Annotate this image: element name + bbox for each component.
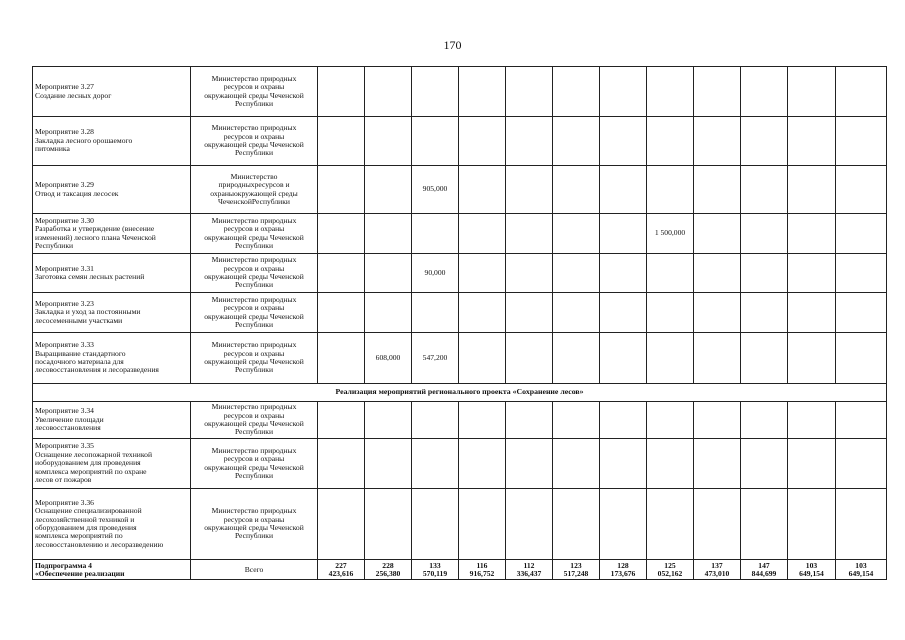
value-cell (694, 333, 741, 384)
cell-line: 649,154 (848, 568, 874, 578)
value-cell (553, 293, 600, 333)
cell-line: лесов от пожаров (35, 475, 92, 485)
cell-line: 123 (570, 560, 582, 570)
value-cell (318, 489, 365, 560)
cell-line: 116 (476, 560, 488, 570)
cell-line: ресурсов и охраны (223, 303, 285, 313)
measure-name (33, 402, 191, 439)
cell-line: окружающей среды Чеченской (204, 419, 304, 428)
cell-line: изменений) лесного плана Чеченской (35, 232, 156, 242)
value-cell (788, 214, 836, 254)
cell-line: Республики (234, 98, 274, 108)
value-cell (600, 67, 647, 117)
cell-line: Министерство природных (211, 402, 297, 412)
cell-line: Мероприятие 3.23 (35, 298, 94, 308)
executor (191, 117, 318, 166)
value-cell (647, 166, 694, 214)
executor (191, 439, 318, 489)
value-cell (318, 117, 365, 166)
measure-name (33, 293, 191, 333)
cell-line: Республики (234, 365, 274, 375)
value-cell (365, 293, 412, 333)
section-title: Реализация мероприятий регионального проекта «Сохранение лесов» (33, 384, 887, 402)
value-cell (459, 214, 506, 254)
value-cell (647, 293, 694, 333)
cell-line: Министерство природных (211, 255, 297, 265)
value-cell (741, 67, 788, 117)
executor (191, 67, 318, 117)
executor (191, 166, 318, 214)
cell-line: ресурсов и охраны (223, 514, 285, 524)
value-cell (600, 439, 647, 489)
cell-line: Отвод и таксация лесосек (35, 188, 119, 198)
cell-line: Мероприятие 3.31 (35, 263, 94, 273)
value-cell (694, 293, 741, 333)
cell-line: 227 (335, 560, 347, 570)
value-cell (600, 293, 647, 333)
value-cell (741, 254, 788, 293)
value-cell (788, 254, 836, 293)
cell-line: 336,437 (516, 568, 542, 578)
measure-name (33, 489, 191, 560)
total-value (694, 560, 741, 580)
value-cell (694, 402, 741, 439)
cell-line: ресурсов и охраны (223, 410, 285, 420)
value-cell (741, 489, 788, 560)
value-cell: 905,000 (412, 166, 459, 214)
value-cell (459, 254, 506, 293)
cell-line: 256,380 (375, 568, 401, 578)
cell-line: комплекса мероприятий по (35, 531, 123, 541)
cell-line: окружающей среды Чеченской (204, 357, 304, 366)
value-cell (553, 117, 600, 166)
total-value (600, 560, 647, 580)
cell-line: комплекса мероприятий по охране (35, 466, 147, 476)
value-cell (553, 489, 600, 560)
value-cell (506, 333, 553, 384)
value-cell (836, 214, 887, 254)
value-cell (459, 117, 506, 166)
cell-line: Республики (234, 427, 274, 437)
measure-name (33, 254, 191, 293)
cell-line: 103 (855, 560, 867, 570)
value-cell (412, 67, 459, 117)
value-cell (600, 166, 647, 214)
cell-line: 473,010 (704, 568, 730, 578)
value-cell (459, 293, 506, 333)
cell-line: Республики (234, 148, 274, 158)
value-cell (600, 489, 647, 560)
cell-line: ресурсов и охраны (223, 263, 285, 273)
measure-name (33, 67, 191, 117)
cell-line: «Обеспечение реализации (35, 568, 125, 578)
value-cell (553, 214, 600, 254)
table-row (33, 254, 887, 293)
measure-name (33, 117, 191, 166)
value-cell (788, 67, 836, 117)
total-value (788, 560, 836, 580)
table-row (33, 402, 887, 439)
cell-line: 517,248 (563, 568, 589, 578)
table-row (33, 439, 887, 489)
value-cell (694, 489, 741, 560)
value-cell (553, 254, 600, 293)
cell-line: лесовосстановления и лесоразведения (35, 365, 159, 375)
value-cell (600, 117, 647, 166)
value-cell (553, 166, 600, 214)
value-cell (553, 333, 600, 384)
total-label: Всего (191, 560, 318, 580)
value-cell (365, 67, 412, 117)
total-value (836, 560, 887, 580)
cell-line: 137 (711, 560, 723, 570)
cell-line: Подпрограмма 4 (35, 560, 92, 570)
value-cell (553, 402, 600, 439)
cell-line: ресурсов и охраны (223, 454, 285, 464)
value-cell (647, 333, 694, 384)
value-cell (459, 67, 506, 117)
value-cell (788, 333, 836, 384)
budget-table (32, 66, 887, 580)
cell-line: 916,752 (469, 568, 495, 578)
cell-line: Оснащение лесопожарной техникой (35, 449, 153, 459)
value-cell (647, 67, 694, 117)
cell-line: окружающей среды Чеченской (204, 140, 304, 149)
table-row (33, 214, 887, 254)
value-cell (836, 293, 887, 333)
measure-name (33, 166, 191, 214)
value-cell (365, 402, 412, 439)
total-value (506, 560, 553, 580)
cell-line: окружающей среды Чеченской (204, 462, 304, 472)
cell-line: 570,119 (422, 568, 448, 578)
total-value (365, 560, 412, 580)
value-cell (694, 117, 741, 166)
cell-line: 103 (805, 560, 818, 570)
value-cell (459, 166, 506, 214)
total-value (318, 560, 365, 580)
value-cell: 547,200 (412, 333, 459, 384)
value-cell (788, 293, 836, 333)
executor (191, 214, 318, 254)
table-row (33, 489, 887, 560)
value-cell (694, 166, 741, 214)
cell-line: лесовосстановления (35, 423, 101, 433)
table-row (33, 166, 887, 214)
cell-line: 052,162 (657, 568, 683, 578)
cell-line: лесохозяйственной техникой и (35, 514, 135, 524)
value-cell (600, 214, 647, 254)
cell-line: Мероприятие 3.35 (35, 441, 94, 451)
value-cell (741, 214, 788, 254)
measure-name (33, 439, 191, 489)
cell-line: 173,676 (610, 568, 636, 578)
value-cell (506, 117, 553, 166)
cell-line: Оснащение специализированной (35, 506, 142, 516)
value-cell (836, 439, 887, 489)
value-cell (412, 117, 459, 166)
value-cell (459, 402, 506, 439)
value-cell (318, 439, 365, 489)
value-cell (741, 166, 788, 214)
value-cell: 1 500,000 (647, 214, 694, 254)
value-cell (506, 293, 553, 333)
cell-line: ресурсов и охраны (223, 224, 285, 234)
value-cell (459, 439, 506, 489)
value-cell (506, 214, 553, 254)
value-cell (647, 402, 694, 439)
executor (191, 254, 318, 293)
cell-line: 133 (429, 560, 441, 570)
cell-line: 423,616 (328, 568, 354, 578)
cell-line: природныхресурсов и (218, 180, 290, 190)
cell-line: 844,699 (751, 568, 777, 578)
cell-line: окружающей среды Чеченской (204, 311, 304, 321)
value-cell (694, 67, 741, 117)
value-cell (647, 439, 694, 489)
value-cell (365, 117, 412, 166)
value-cell (836, 402, 887, 439)
table-row (33, 67, 887, 117)
cell-line: Увеличение площади (35, 414, 104, 424)
value-cell (741, 117, 788, 166)
total-row (33, 560, 887, 580)
measure-name (33, 214, 191, 254)
cell-line: Мероприятие 3.33 (35, 340, 94, 350)
cell-line: Мероприятие 3.29 (35, 180, 94, 190)
cell-line: посадочного материала для (35, 357, 124, 366)
value-cell (694, 439, 741, 489)
total-value (741, 560, 788, 580)
cell-line: лесовосстановлению и лесоразведению (35, 539, 164, 549)
value-cell (459, 333, 506, 384)
subprogram-name (33, 560, 191, 580)
cell-line: Разработка и утверждение (внесение (35, 224, 155, 234)
table-row (33, 117, 887, 166)
value-cell (412, 489, 459, 560)
cell-line: Мероприятие 3.28 (35, 127, 94, 137)
value-cell (412, 293, 459, 333)
value-cell (553, 67, 600, 117)
value-cell (318, 333, 365, 384)
cell-line: оборудованием для проведения (35, 523, 137, 532)
value-cell (836, 254, 887, 293)
cell-line: Республики (234, 319, 274, 329)
total-value (553, 560, 600, 580)
cell-line: Закладка лесного орошаемого (35, 135, 133, 145)
cell-line: Республики (35, 240, 74, 250)
value-cell (365, 254, 412, 293)
value-cell (788, 402, 836, 439)
value-cell (600, 402, 647, 439)
cell-line: окружающей среды Чеченской (204, 90, 304, 100)
value-cell (318, 254, 365, 293)
value-cell (600, 333, 647, 384)
value-cell (836, 166, 887, 214)
cell-line: Выращивание стандартного (35, 348, 126, 358)
value-cell (365, 214, 412, 254)
executor (191, 489, 318, 560)
cell-line: Министерство природных (211, 506, 297, 516)
cell-line: Мероприятие 3.34 (35, 406, 94, 416)
value-cell (600, 254, 647, 293)
value-cell (741, 402, 788, 439)
cell-line: иоборудованием для проведения (35, 458, 141, 468)
value-cell (412, 402, 459, 439)
value-cell (836, 67, 887, 117)
executor (191, 402, 318, 439)
value-cell (506, 67, 553, 117)
value-cell (788, 117, 836, 166)
value-cell (318, 166, 365, 214)
value-cell (694, 214, 741, 254)
cell-line: Министерство природных (211, 340, 297, 350)
value-cell (365, 439, 412, 489)
total-value (459, 560, 506, 580)
cell-line: Республики (234, 531, 274, 541)
cell-line: 128 (617, 560, 629, 570)
value-cell (506, 402, 553, 439)
cell-line: Министерство природных (211, 445, 297, 455)
cell-line: Министерство природных (211, 73, 297, 83)
cell-line: Республики (234, 280, 274, 290)
value-cell (506, 489, 553, 560)
value-cell (647, 489, 694, 560)
value-cell (788, 166, 836, 214)
value-cell: 90,000 (412, 254, 459, 293)
cell-line: Министерство природных (211, 215, 297, 225)
cell-line: 228 (382, 560, 394, 570)
cell-line: Министерство природных (211, 294, 297, 304)
cell-line: Мероприятие 3.30 (35, 215, 94, 225)
cell-line: 112 (523, 560, 535, 570)
value-cell (741, 333, 788, 384)
cell-line: питомника (35, 144, 70, 154)
value-cell (506, 439, 553, 489)
cell-line: Республики (234, 240, 274, 250)
measure-name (33, 333, 191, 384)
value-cell (647, 117, 694, 166)
cell-line: лесосеменными участками (35, 315, 123, 325)
value-cell (741, 439, 788, 489)
table-row (33, 333, 887, 384)
cell-line: ресурсов и охраны (223, 82, 285, 92)
value-cell: 608,000 (365, 333, 412, 384)
cell-line: Министерство природных (211, 123, 297, 133)
cell-line: Республики (234, 470, 274, 480)
cell-line: Заготовка семян лесных растений (35, 272, 145, 281)
value-cell (788, 439, 836, 489)
cell-line: Министерство (230, 171, 278, 181)
page-number: 170 (443, 38, 462, 52)
value-cell (318, 293, 365, 333)
cell-line: окружающей среды Чеченской (204, 232, 304, 242)
value-cell (836, 489, 887, 560)
value-cell (788, 489, 836, 560)
executor (191, 333, 318, 384)
value-cell (506, 254, 553, 293)
value-cell (318, 214, 365, 254)
cell-line: охраныокружающей среды (210, 188, 298, 198)
cell-line: ЧеченскойРеспублики (218, 196, 290, 206)
value-cell (412, 214, 459, 254)
total-value (647, 560, 694, 580)
value-cell (647, 254, 694, 293)
cell-line: Закладка и уход за постоянными (35, 307, 141, 317)
value-cell (365, 489, 412, 560)
value-cell (459, 489, 506, 560)
value-cell (412, 439, 459, 489)
cell-line: Мероприятие 3.27 (35, 82, 94, 92)
value-cell (318, 402, 365, 439)
cell-line: окружающей среды Чеченской (204, 272, 304, 281)
cell-line: ресурсов и охраны (223, 131, 285, 141)
executor (191, 293, 318, 333)
value-cell (836, 117, 887, 166)
value-cell (365, 166, 412, 214)
cell-line: Мероприятие 3.36 (35, 497, 94, 507)
cell-line: ресурсов и охраны (223, 348, 285, 358)
value-cell (318, 67, 365, 117)
value-cell (506, 166, 553, 214)
cell-line: 649,154 (799, 568, 824, 578)
cell-line: окружающей среды Чеченской (204, 523, 304, 532)
table-row (33, 293, 887, 333)
value-cell (836, 333, 887, 384)
cell-line: 147 (758, 560, 770, 570)
value-cell (694, 254, 741, 293)
cell-line: Создание лесных дорог (35, 90, 112, 100)
total-value (412, 560, 459, 580)
cell-line: 125 (664, 560, 676, 570)
value-cell (553, 439, 600, 489)
value-cell (741, 293, 788, 333)
section-row (33, 384, 887, 402)
